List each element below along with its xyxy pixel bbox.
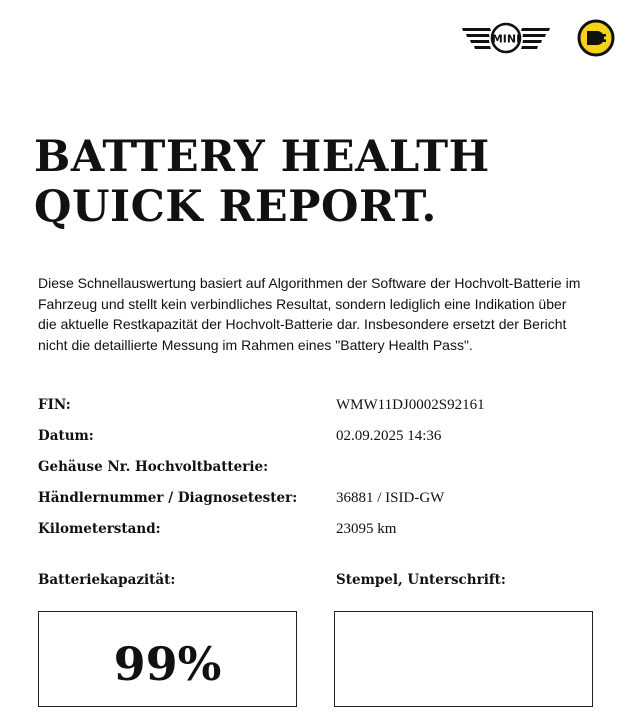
info-value: WMW11DJ0002S92161 — [336, 397, 485, 413]
info-label: Kilometerstand: — [38, 521, 161, 537]
capacity-box — [38, 611, 297, 707]
intro-text: Diese Schnellauswertung basiert auf Algorithmen der Software der Hochvolt-Batterie im Fahrzeug und stellt kein verbindliches Resultat, sondern lediglich eine Indikation über die aktuelle Restkapazität der Hochvolt-Batterie dar. Insbesondere ersetzt der Bericht nicht die detaillierte Messung im Rahmen eines "Battery Health Pass". — [38, 275, 581, 353]
report-title-line1: BATTERY HEALTH — [34, 132, 490, 182]
capacity-label: Batteriekapazität: — [38, 572, 176, 588]
info-label: Händlernummer / Diagnosetester: — [38, 490, 298, 506]
signature-box — [334, 611, 593, 707]
info-label: Gehäuse Nr. Hochvoltbatterie: — [38, 459, 269, 475]
report-title-line2: QUICK REPORT. — [34, 182, 437, 232]
info-value: 23095 km — [336, 521, 397, 537]
info-row-fin — [38, 397, 598, 419]
info-value: 36881 / ISID-GW — [336, 490, 445, 506]
info-row-battery-housing — [38, 459, 598, 481]
info-value: 02.09.2025 14:36 — [336, 428, 442, 444]
electric-plug-icon — [576, 18, 616, 58]
capacity-value: 99% — [113, 637, 222, 691]
report-title — [34, 132, 490, 232]
info-label: FIN: — [38, 397, 71, 413]
info-row-date — [38, 428, 598, 450]
signature-label: Stempel, Unterschrift: — [336, 572, 506, 588]
info-label: Datum: — [38, 428, 94, 444]
mini-logo-text: MINI — [491, 32, 521, 46]
info-row-dealer — [38, 490, 598, 512]
mini-logo — [460, 22, 552, 54]
info-row-mileage — [38, 521, 598, 543]
